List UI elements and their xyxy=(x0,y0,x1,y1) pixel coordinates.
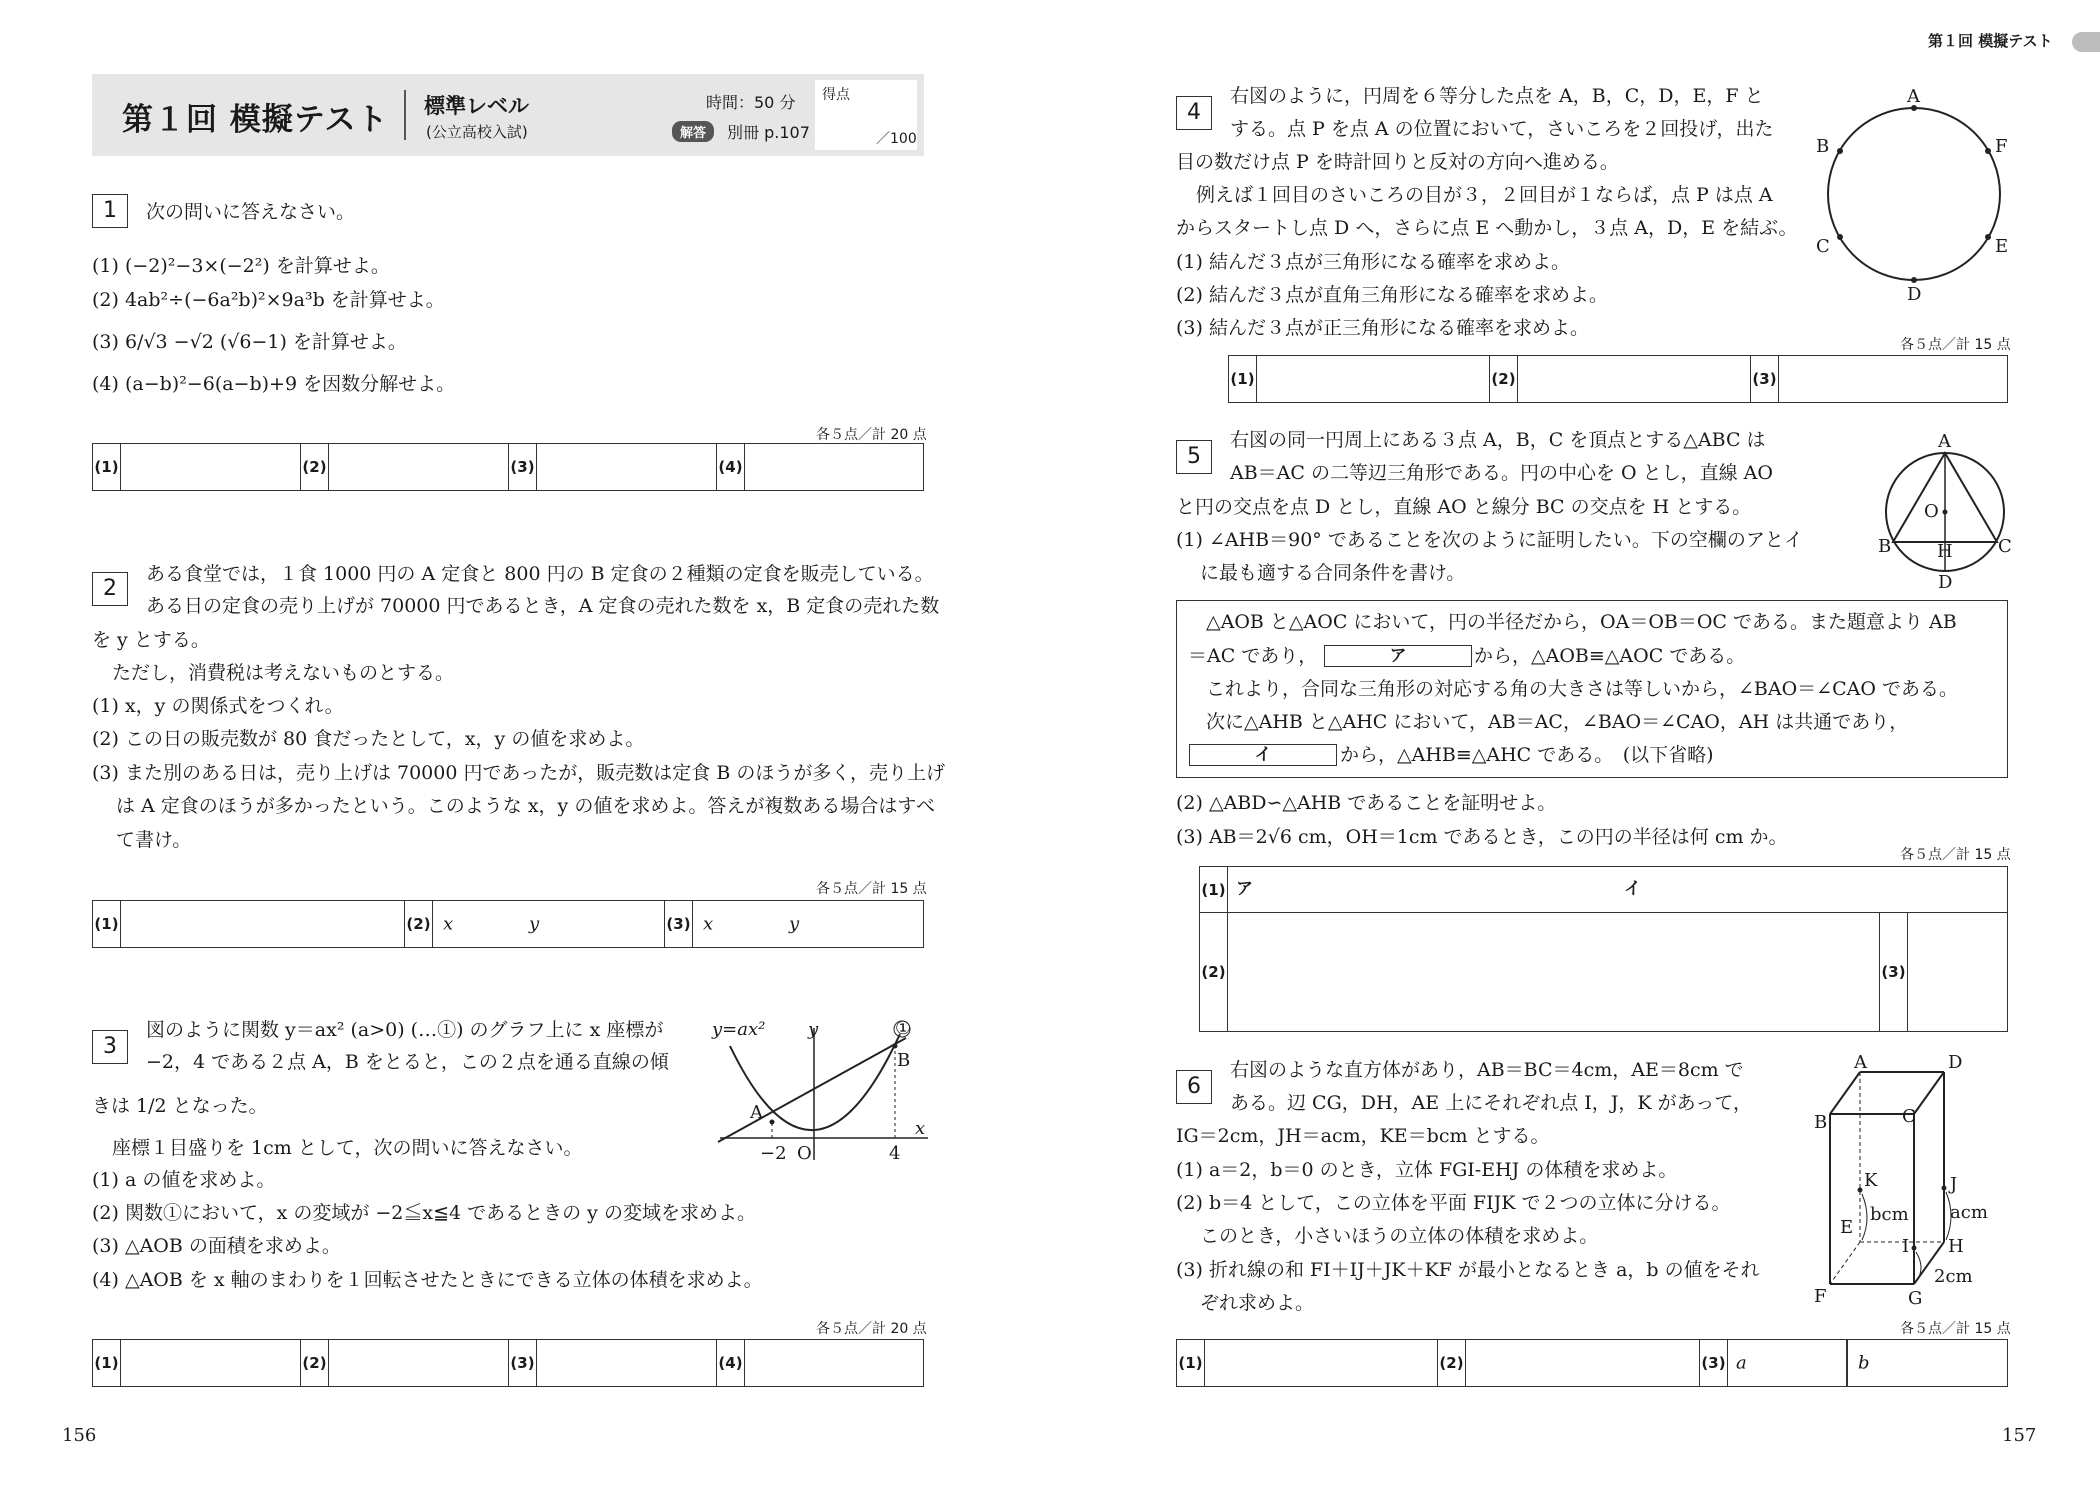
answer-cell-label: (2) xyxy=(1438,1340,1466,1386)
question-6-line: ある。辺 CG，DH，AE 上にそれぞれ点 I，J，K があって， xyxy=(1230,1092,1753,1114)
origin-label: O xyxy=(797,1143,812,1164)
point-a xyxy=(770,1120,775,1125)
point-f-label: F xyxy=(1995,136,2008,157)
question-4-line: 右図のように，円周を６等分した点を A，B，C，D，E，F と xyxy=(1230,85,1764,107)
point-b-label: B xyxy=(1816,136,1830,157)
question-2-line: ある日の定食の売り上げが 70000 円であるとき，A 定食の売れた数を x，B 定食の売れた数 xyxy=(146,595,940,617)
question-6-line: 右図のような直方体があり，AB＝BC＝4cm，AE＝8cm で xyxy=(1230,1059,1744,1081)
blank-a[interactable]: ア xyxy=(1324,645,1472,667)
answer-cell[interactable] xyxy=(665,901,922,947)
hidden-edge xyxy=(1830,1242,1860,1284)
question-1-points: 各５点／計 20 点 xyxy=(816,427,927,443)
blank-i[interactable]: イ xyxy=(1189,744,1337,766)
x-tick-positive: 4 xyxy=(889,1143,901,1164)
question-5-line: に最も適する合同条件を書け。 xyxy=(1200,562,1466,584)
proof-line: 次に△AHB と△AHC において，AB＝AC，∠BAO＝∠CAO，AH は共通であり， xyxy=(1206,711,1909,733)
question-4-item-1: (1) 結んだ３点が三角形になる確率を求めよ。 xyxy=(1176,251,1570,273)
proof-line: △AOB と△AOC において，円の半径だから，OA＝OB＝OC である。また題意より AB xyxy=(1206,611,1957,633)
question-6-line: IG＝2cm，JH＝acm，KE＝bcm とする。 xyxy=(1176,1125,1550,1147)
question-2-line: を y とする。 xyxy=(92,629,210,651)
answer-row[interactable] xyxy=(1200,867,2007,913)
running-head-tab xyxy=(2072,32,2100,52)
level-sublabel: (公立高校入試) xyxy=(426,123,528,141)
question-5-line: AB＝AC の二等辺三角形である。円の中心を O とし，直線 AO xyxy=(1230,462,1773,484)
point-k xyxy=(1858,1188,1863,1193)
point-d-label: D xyxy=(1907,284,1922,305)
answer-cell[interactable] xyxy=(1200,913,1880,1031)
answer-cell-label: (1) xyxy=(93,444,121,490)
answer-cell-label: (1) xyxy=(1200,867,1228,912)
variable-x: x xyxy=(703,913,714,935)
proof-line: これより，合同な三角形の対応する角の大きさは等しいから，∠BAO＝∠CAO である。 xyxy=(1206,678,1958,700)
edge xyxy=(1914,1072,1944,1114)
point-o-label: O xyxy=(1924,501,1939,522)
point-b-label: B xyxy=(897,1050,911,1071)
question-6-points: 各５点／計 15 点 xyxy=(1900,1321,2011,1337)
vertex-f-label: F xyxy=(1814,1286,1827,1307)
point-a-label: A xyxy=(1938,431,1951,452)
variable-b: b xyxy=(1858,1352,1870,1374)
question-5-answer-table xyxy=(1199,866,2008,1032)
curve-label: y=ax² xyxy=(712,1019,766,1040)
answer-cell[interactable] xyxy=(93,444,301,490)
point-a-label: A xyxy=(1907,86,1920,107)
answer-cell[interactable] xyxy=(717,444,922,490)
answer-cell-label: (1) xyxy=(1177,1340,1205,1386)
circle xyxy=(1828,108,2000,280)
question-6-item-1: (1) a＝2，b＝0 のとき，立体 FGI-EHJ の体積を求めよ。 xyxy=(1176,1159,1678,1181)
page-title: 第１回 模擬テスト xyxy=(122,102,389,138)
answer-cell[interactable] xyxy=(1438,1340,1700,1386)
point-a-label: A xyxy=(750,1102,763,1123)
point-i xyxy=(1912,1246,1917,1251)
question-3-item-3: (3) △AOB の面積を求めよ。 xyxy=(92,1235,341,1257)
y-axis-label: y xyxy=(808,1019,819,1040)
point-e xyxy=(1985,234,1991,240)
question-4-line: 目の数だけ点 P を時計回りと反対の方向へ進める。 xyxy=(1176,151,1619,173)
hexagon-circle-figure xyxy=(1812,84,2022,304)
point-d-label: D xyxy=(1938,572,1953,593)
header-divider xyxy=(404,90,406,140)
question-4-number: 4 xyxy=(1176,96,1212,130)
question-6-answer-table xyxy=(1176,1339,2008,1387)
answer-cell-label: (1) xyxy=(1229,356,1257,402)
answer-cell[interactable] xyxy=(1751,356,2006,402)
variable-a: a xyxy=(1736,1352,1747,1374)
question-1-item-2: (2) 4ab²÷(−6a²b)²×9a³b を計算せよ。 xyxy=(92,289,445,311)
answer-cell-label: (3) xyxy=(1880,913,1908,1031)
vertex-g-label: G xyxy=(1908,1288,1923,1309)
page-number-right: 157 xyxy=(2002,1425,2037,1446)
question-3-line: 図のように関数 y＝ax² (a>0) (…①) のグラフ上に x 座標が xyxy=(146,1019,664,1041)
answer-cell-label: (4) xyxy=(717,1340,745,1386)
question-6-item-2: (2) b＝4 として，この立体を平面 FIJK で２つの立体に分ける。 xyxy=(1176,1192,1731,1214)
answer-cell[interactable] xyxy=(717,1340,922,1386)
score-max: ／100 xyxy=(876,131,917,147)
variable-x: x xyxy=(443,913,454,935)
question-3-item-2: (2) 関数①において，x の変域が −2≦x≦4 であるときの y の変域を求めよ。 xyxy=(92,1202,756,1224)
question-2-line: て書け。 xyxy=(116,829,192,851)
question-2-line: ただし，消費税は考えないものとする。 xyxy=(112,662,455,684)
answer-cell-label: (2) xyxy=(405,901,433,947)
question-4-answer-table xyxy=(1228,355,2008,403)
question-1-item-4: (4) (a−b)²−6(a−b)+9 を因数分解せよ。 xyxy=(92,373,456,395)
inscribed-triangle-figure xyxy=(1870,430,2020,593)
proof-line: から，△AOB≡△AOC である。 xyxy=(1474,645,1746,667)
vertex-a-label: A xyxy=(1854,1052,1867,1073)
question-3-line: −2，4 である２点 A，B をとると，この２点を通る直線の傾 xyxy=(146,1051,669,1073)
dimension-arc xyxy=(1916,1252,1921,1282)
answer-cell[interactable] xyxy=(509,1340,717,1386)
answer-cell-label: (1) xyxy=(93,1340,121,1386)
question-3-item-1: (1) a の値を求めよ。 xyxy=(92,1169,276,1191)
vertex-e-label: E xyxy=(1840,1217,1854,1238)
answer-cell[interactable] xyxy=(509,444,717,490)
question-4-item-3: (3) 結んだ３点が正三角形になる確率を求めよ。 xyxy=(1176,317,1589,339)
length-ig-label: 2cm xyxy=(1934,1266,1973,1287)
answer-cell-label: (3) xyxy=(509,1340,537,1386)
cuboid-figure xyxy=(1814,1052,2014,1309)
question-5-line: 右図の同一円周上にある３点 A，B，C を頂点とする△ABC は xyxy=(1230,429,1766,451)
point-b-label: B xyxy=(1878,536,1892,557)
question-3-line: 座標１目盛りを 1cm として，次の問いに答えなさい。 xyxy=(112,1137,583,1159)
question-5-item-2: (2) △ABD∽△AHB であることを証明せよ。 xyxy=(1176,792,1557,814)
answer-row xyxy=(1200,913,2007,1031)
question-2-number: 2 xyxy=(92,572,128,606)
question-2-item-1: (1) x，y の関係式をつくれ。 xyxy=(92,695,344,717)
point-b xyxy=(1837,148,1843,154)
question-4-line: する。点 P を点 A の位置において，さいころを２回投げ，出た xyxy=(1230,118,1774,140)
question-5-number: 5 xyxy=(1176,440,1212,474)
answer-i-label: イ xyxy=(1624,879,1641,899)
answer-cell[interactable] xyxy=(1490,356,1751,402)
question-4-item-2: (2) 結んだ３点が直角三角形になる確率を求めよ。 xyxy=(1176,284,1608,306)
question-1-item-1: (1) (−2)²−3×(−2²) を計算せよ。 xyxy=(92,255,390,277)
answer-cell[interactable] xyxy=(301,444,509,490)
variable-y: y xyxy=(789,913,800,935)
dimension-arc xyxy=(1862,1194,1867,1240)
answer-cell[interactable] xyxy=(1229,356,1490,402)
point-f xyxy=(1985,148,1991,154)
answer-cell-label: (2) xyxy=(1490,356,1518,402)
vertex-k-label: K xyxy=(1864,1170,1878,1191)
answer-cell-label: (2) xyxy=(1200,913,1228,1031)
question-4-line: からスタートし点 D へ，さらに点 E へ動かし，３点 A，D，E を結ぶ。 xyxy=(1176,217,1798,239)
answer-reference: 別冊 p.107 xyxy=(727,123,810,142)
question-3-points: 各５点／計 20 点 xyxy=(816,1321,927,1337)
point-c-label: C xyxy=(1816,236,1830,257)
answer-cell[interactable] xyxy=(1880,913,2007,1031)
question-2-line: ある食堂では，１食 1000 円の A 定食と 800 円の B 定食の２種類の定食を販売している。 xyxy=(146,563,934,585)
answer-cell-label: (3) xyxy=(665,901,693,947)
vertex-h-label: H xyxy=(1948,1236,1964,1257)
variable-y: y xyxy=(529,913,540,935)
question-2-answer-table xyxy=(92,900,924,948)
running-head: 第１回 模擬テスト xyxy=(1928,32,2053,50)
question-5-item-1: (1) ∠AHB＝90° であることを次のように証明したい。下の空欄のアとイ xyxy=(1176,529,1803,551)
point-b xyxy=(893,1044,898,1049)
vertex-c-label: C xyxy=(1902,1106,1916,1127)
question-1-answer-table xyxy=(92,443,924,491)
question-5-points: 各５点／計 15 点 xyxy=(1900,847,2011,863)
vertex-j-label: J xyxy=(1950,1174,1958,1195)
answer-badge: 解答 xyxy=(672,121,714,142)
question-6-line: ぞれ求めよ。 xyxy=(1200,1292,1315,1314)
point-h-label: H xyxy=(1937,541,1953,562)
question-5-line: と円の交点を点 D とし，直線 AO と線分 BC の交点を H とする。 xyxy=(1176,496,1752,518)
parabola-graph xyxy=(700,1010,940,1164)
point-e-label: E xyxy=(1995,236,2009,257)
question-4-line: 例えば１回目のさいころの目が３，２回目が１ならば，点 P は点 A xyxy=(1196,184,1773,206)
answer-cell-label: (2) xyxy=(301,1340,329,1386)
question-1-prompt: 次の問いに答えなさい。 xyxy=(146,201,356,223)
answer-cell[interactable] xyxy=(93,1340,301,1386)
answer-cell[interactable] xyxy=(1177,1340,1438,1386)
score-label: 得点 xyxy=(822,87,850,103)
proof-line: から，△AHB≡△AHC である。 (以下省略) xyxy=(1340,744,1714,766)
time-limit: 時間：50 分 xyxy=(706,93,796,112)
answer-cell[interactable] xyxy=(1700,1340,2006,1386)
page-number-left: 156 xyxy=(62,1425,97,1446)
answer-a-label: ア xyxy=(1236,879,1253,899)
proof-line: ＝AC であり， xyxy=(1188,645,1318,667)
edge xyxy=(1830,1072,1860,1114)
answer-cell-label: (2) xyxy=(301,444,329,490)
question-3-number: 3 xyxy=(92,1030,128,1064)
answer-cell-label: (1) xyxy=(93,901,121,947)
point-c-label: C xyxy=(1998,536,2012,557)
vertex-i-label: I xyxy=(1902,1236,1910,1257)
question-5-item-3: (3) AB＝2√6 cm，OH＝1cm であるとき，この円の半径は何 cm か。 xyxy=(1176,826,1788,848)
center-o xyxy=(1943,510,1948,515)
question-6-line: このとき，小さいほうの立体の体積を求めよ。 xyxy=(1200,1225,1599,1247)
question-2-line: は A 定食のほうが多かったという。このような x，y の値を求めよ。答えが複数ある場合はすべ xyxy=(116,795,935,817)
question-2-points: 各５点／計 15 点 xyxy=(816,881,927,897)
vertex-b-label: B xyxy=(1814,1112,1828,1133)
answer-cell[interactable] xyxy=(93,901,405,947)
question-6-number: 6 xyxy=(1176,1070,1212,1104)
question-2-item-3: (3) また別のある日は，売り上げは 70000 円であったが，販売数は定食 B のほうが多く，売り上げ xyxy=(92,762,945,784)
question-4-points: 各５点／計 15 点 xyxy=(1900,337,2011,353)
point-d xyxy=(1911,277,1917,283)
answer-cell[interactable] xyxy=(405,901,665,947)
answer-cell-label: (3) xyxy=(509,444,537,490)
point-c xyxy=(1837,234,1843,240)
question-1-item-3: (3) 6/√3 −√2 (√6−1) を計算せよ。 xyxy=(92,331,407,353)
question-3-answer-table xyxy=(92,1339,924,1387)
length-b-label: bcm xyxy=(1870,1204,1909,1225)
x-tick-negative: −2 xyxy=(760,1143,787,1164)
cell-divider xyxy=(1846,1340,1848,1386)
point-j xyxy=(1942,1186,1947,1191)
answer-cell[interactable] xyxy=(301,1340,509,1386)
answer-cell-label: (3) xyxy=(1700,1340,1728,1386)
x-axis-label: x xyxy=(915,1118,926,1139)
question-6-item-3: (3) 折れ線の和 FI＋IJ＋JK＋KF が最小となるとき a，b の値をそれ xyxy=(1176,1259,1760,1281)
length-a-label: acm xyxy=(1950,1202,1988,1223)
vertex-d-label: D xyxy=(1948,1052,1963,1073)
level-label: 標準レベル xyxy=(424,94,529,118)
question-1-number: 1 xyxy=(92,194,128,228)
graph-number-label: ① xyxy=(895,1018,912,1039)
question-2-item-2: (2) この日の販売数が 80 食だったとして，x，y の値を求めよ。 xyxy=(92,728,645,750)
question-3-line: きは 1/2 となった。 xyxy=(92,1095,268,1117)
line-ab xyxy=(718,1038,906,1142)
answer-cell-label: (4) xyxy=(717,444,745,490)
answer-cell-label: (3) xyxy=(1751,356,1779,402)
question-3-item-4: (4) △AOB を x 軸のまわりを１回転させたときにできる立体の体積を求めよ。 xyxy=(92,1269,763,1291)
